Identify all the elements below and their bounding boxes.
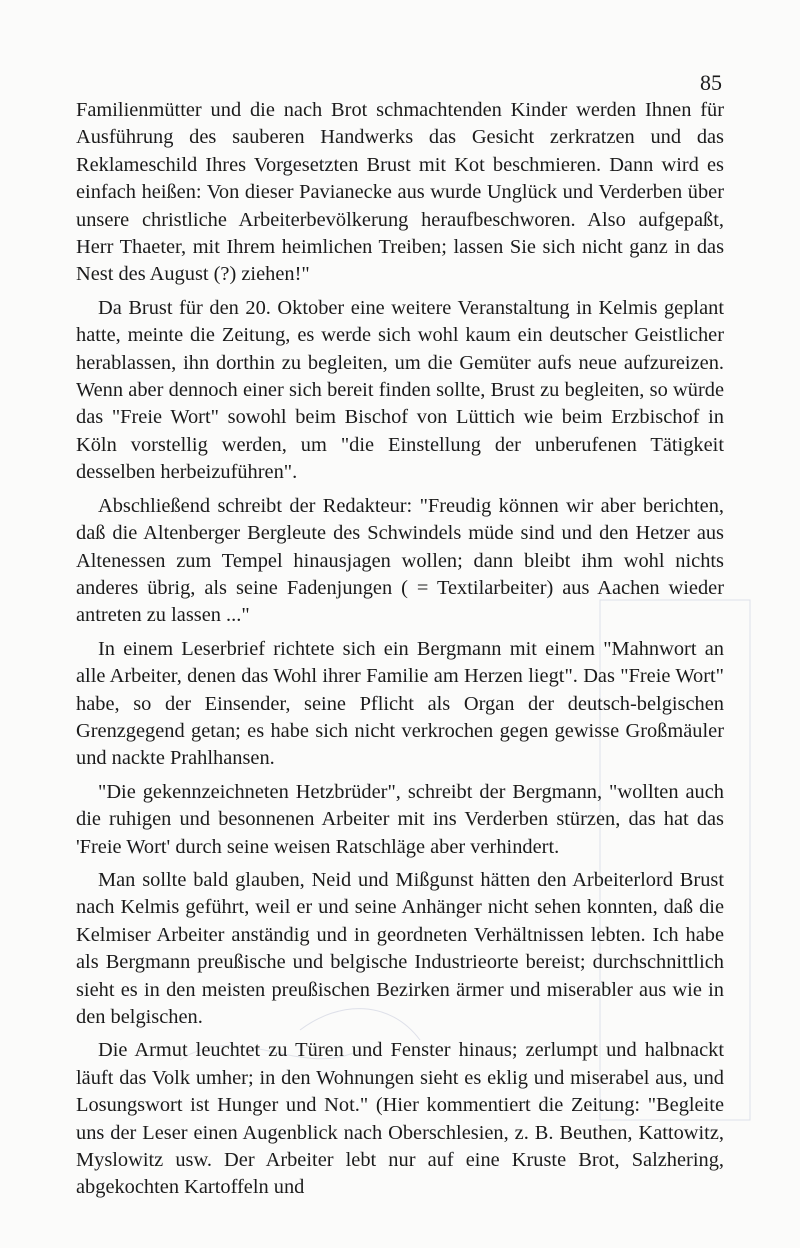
paragraph-1: Familienmütter und die nach Brot schmachtenden Kinder werden Ihnen für Ausführung des sauberen Handwerks das Gesicht zerkratzen und das Reklameschild Ihres Vorgesetzten Brust mit Kot beschmieren. Dann wird es einfach heißen: Von dieser Pavianecke aus wurde Unglück und Verderben über unsere christliche Arbeiterbevölkerung heraufbeschworen. Also aufgepaßt, Herr Thaeter, mit Ihrem heimlichen Treiben; lassen Sie sich nicht ganz in das Nest des August (?) ziehen!"	[76, 99, 724, 286]
page-number: 85	[700, 70, 722, 95]
body-text	[76, 97, 724, 1202]
paragraph-6: Man sollte bald glauben, Neid und Mißgunst hätten den Arbeiterlord Brust nach Kelmis geführt, weil er und seine Anhänger nicht sehen konnten, daß die Kelmiser Arbeiter anständig und in geordneten Verhältnissen lebten. Ich habe als Bergmann preußische und belgische Industrieorte bereist; durchschnittlich sieht es in den meisten preußischen Bezirken ärmer und miserabler aus wie in den belgischen.	[76, 868, 724, 1028]
paragraph-5: "Die gekennzeichneten Hetzbrüder", schreibt der Bergmann, "wollten auch die ruhigen und besonnenen Arbeiter mit ins Verderben stürzen, das hat das 'Freie Wort' durch seine weisen Ratschläge aber verhindert.	[76, 780, 724, 858]
paragraph-7: Die Armut leuchtet zu Türen und Fenster hinaus; zerlumpt und halbnackt läuft das Volk umher; in den Wohnungen sieht es eklig und miserabel aus, und Losungswort ist Hunger und Not." (Hier kommentiert die Zeitung: "Begleite uns der Leser einen Augenblick nach Oberschlesien, z. B. Beuthen, Kattowitz, Myslowitz usw. Der Arbeiter lebt nur auf eine Kruste Brot, Salzhering, abgekochten Kartoffeln und	[76, 1039, 724, 1199]
paragraph-2: Da Brust für den 20. Oktober eine weitere Veranstaltung in Kelmis geplant hatte, meinte die Zeitung, es werde sich wohl kaum ein deutscher Geistlicher herablassen, ihn dorthin zu begleiten, um die Gemüter aufs neue aufzureizen. Wenn aber dennoch einer sich bereit finden sollte, Brust zu begleiten, so würde das "Freie Wort" sowohl beim Bischof von Lüttich wie beim Erzbischof in Köln vorstellig werden, um "die Einstellung der unberufenen Tätigkeit desselben herbeizuführen".	[76, 296, 724, 484]
paragraph-4: In einem Leserbrief richtete sich ein Bergmann mit einem "Mahnwort an alle Arbeiter, denen das Wohl ihrer Familie am Herzen liegt". Das "Freie Wort" habe, so der Einsender, seine Pflicht als Organ der deutsch-belgischen Grenzgegend getan; es habe sich nicht verkrochen gegen gewisse Großmäuler und nackte Prahlhansen.	[76, 637, 724, 770]
paragraph-3: Abschließend schreibt der Redakteur: "Freudig können wir aber berichten, daß die Altenberger Bergleute des Schwindels müde sind und den Hetzer aus Altenessen zum Tempel hinausjagen wollen; dann bleibt ihm wohl nichts anderes übrig, als seine Fadenjungen ( = Textilarbeiter) aus Aachen wieder antreten zu lassen ..."	[76, 494, 724, 627]
